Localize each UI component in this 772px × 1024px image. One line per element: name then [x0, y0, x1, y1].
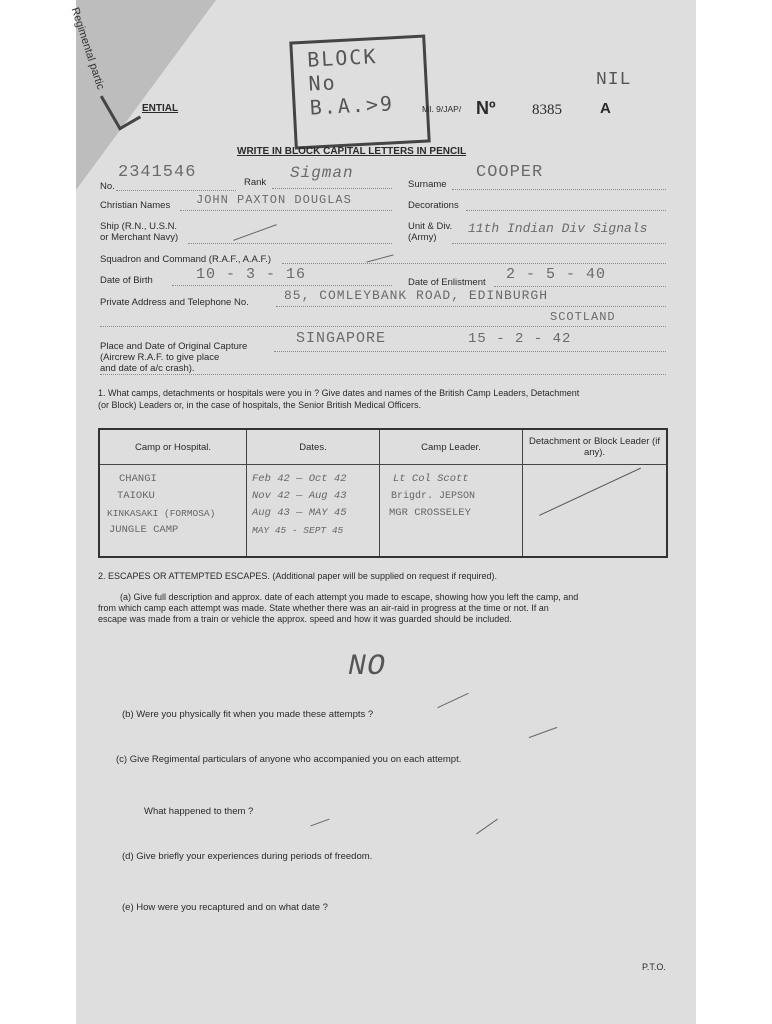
- capture-label-1: Place and Date of Original Capture: [100, 341, 248, 352]
- q1-text-1: 1. What camps, detachments or hospitals were you in ? Give dates and names of the British Camp Leaders, Detachment: [98, 388, 580, 398]
- no-field-label: No.: [100, 181, 115, 192]
- col-dates: Dates.: [247, 429, 380, 465]
- leader-1: Lt Col Scott: [393, 473, 469, 485]
- leader-2: Brigdr. JEPSON: [391, 491, 476, 502]
- address-label: Private Address and Telephone No.: [100, 297, 249, 308]
- no-field-value: 2341546: [118, 163, 197, 182]
- surname-label: Surname: [408, 179, 447, 190]
- side-text: Regimental partic: [68, 6, 107, 92]
- christian-label: Christian Names: [100, 200, 171, 211]
- date-2: Nov 42 — Aug 43: [252, 490, 347, 502]
- stamp-line-3: B.A.>9: [309, 91, 395, 120]
- dob-label: Date of Birth: [100, 275, 153, 286]
- unit-value: 11th Indian Div Signals: [468, 221, 648, 236]
- date-3: Aug 43 — MAY 45: [252, 507, 347, 519]
- ship-label-2: or Merchant Navy): [100, 232, 179, 243]
- q2-c2: What happened to them ?: [144, 806, 254, 817]
- detachment-cell: [523, 465, 668, 558]
- address-line-1: 85, COMLEYBANK ROAD, EDINBURGH: [284, 288, 549, 303]
- q2-d: (d) Give briefly your experiences during periods of freedom.: [122, 851, 373, 862]
- camps-cell: [99, 465, 247, 558]
- squadron-label: Squadron and Command (R.A.F., A.A.F.): [100, 254, 272, 265]
- no-label: Nº: [476, 98, 496, 118]
- q2-a-3: escape was made from a train or vehicle the approx. speed and how it was guarded should be included.: [98, 614, 512, 624]
- surname-value: COOPER: [476, 163, 544, 182]
- instruction: WRITE IN BLOCK CAPITAL LETTERS IN PENCIL: [237, 146, 467, 157]
- unit-label-1: Unit & Div.: [408, 221, 453, 232]
- q2-a-2: from which camp each attempt was made. State whether there was an air-raid in progress at the time or not. If an: [98, 603, 549, 613]
- decorations-label: Decorations: [408, 200, 459, 211]
- date-1: Feb 42 — Oct 42: [252, 473, 347, 485]
- capture-place: SINGAPORE: [296, 330, 387, 347]
- pto-label: P.T.O.: [642, 962, 666, 972]
- block-stamp: [289, 35, 430, 150]
- unit-label-2: (Army): [408, 232, 437, 243]
- q2-answer: NO: [348, 650, 387, 684]
- rank-label: Rank: [244, 177, 267, 188]
- leader-3: MGR CROSSELEY: [389, 507, 471, 519]
- folded-corner: [76, 0, 216, 190]
- capture-date: 15 - 2 - 42: [468, 331, 572, 347]
- leaders-cell: [380, 465, 523, 558]
- col-leader: Camp Leader.: [380, 429, 523, 465]
- stamp-line-2: No: [307, 70, 338, 96]
- form-page: [68, 0, 696, 1024]
- camp-2: TAIOKU: [117, 490, 155, 502]
- camp-1: CHANGI: [119, 473, 157, 485]
- camp-4: JUNGLE CAMP: [109, 524, 179, 536]
- address-line-2: SCOTLAND: [550, 310, 616, 324]
- date-4: MAY 45 - SEPT 45: [252, 525, 344, 536]
- capture-label-3: and date of a/c crash).: [100, 363, 195, 374]
- dob-value: 10 - 3 - 16: [196, 266, 307, 283]
- q2-heading: 2. ESCAPES OR ATTEMPTED ESCAPES. (Additional paper will be supplied on request if required).: [98, 571, 498, 581]
- ship-label-1: Ship (R.N., U.S.N.: [100, 221, 178, 232]
- q2-c: (c) Give Regimental particulars of anyone who accompanied you on each attempt.: [116, 754, 462, 765]
- dates-cell: [247, 465, 380, 558]
- enlistment-label: Date of Enlistment: [408, 277, 486, 288]
- form-letter: A: [600, 100, 611, 117]
- col-detachment: Detachment or Block Leader (if any).: [523, 429, 668, 465]
- camps-table: [98, 428, 668, 558]
- confidential-label: ENTIAL: [142, 103, 179, 114]
- camp-3: KINKASAKI (FORMOSA): [107, 508, 216, 519]
- capture-label-2: (Aircrew R.A.F. to give place: [100, 352, 220, 363]
- q2-b: (b) Were you physically fit when you made these attempts ?: [122, 709, 374, 720]
- stamp-line-1: BLOCK: [306, 44, 378, 72]
- form-number: 8385: [532, 102, 562, 118]
- christian-value: JOHN PAXTON DOUGLAS: [196, 193, 352, 207]
- enlistment-value: 2 - 5 - 40: [506, 266, 607, 283]
- form-code: MI. 9/JAP/: [422, 104, 462, 114]
- q2-a-1: (a) Give full description and approx. date of each attempt you made to escape, showing how you left the camp, and: [120, 592, 579, 602]
- rank-value: Sigman: [290, 164, 354, 182]
- col-camp: Camp or Hospital.: [99, 429, 247, 465]
- top-note: NIL: [596, 70, 632, 90]
- q2-e: (e) How were you recaptured and on what date ?: [122, 902, 328, 913]
- q1-text-2: (or Block) Leaders or, in the case of hospitals, the Senior British Medical Officers.: [98, 400, 421, 410]
